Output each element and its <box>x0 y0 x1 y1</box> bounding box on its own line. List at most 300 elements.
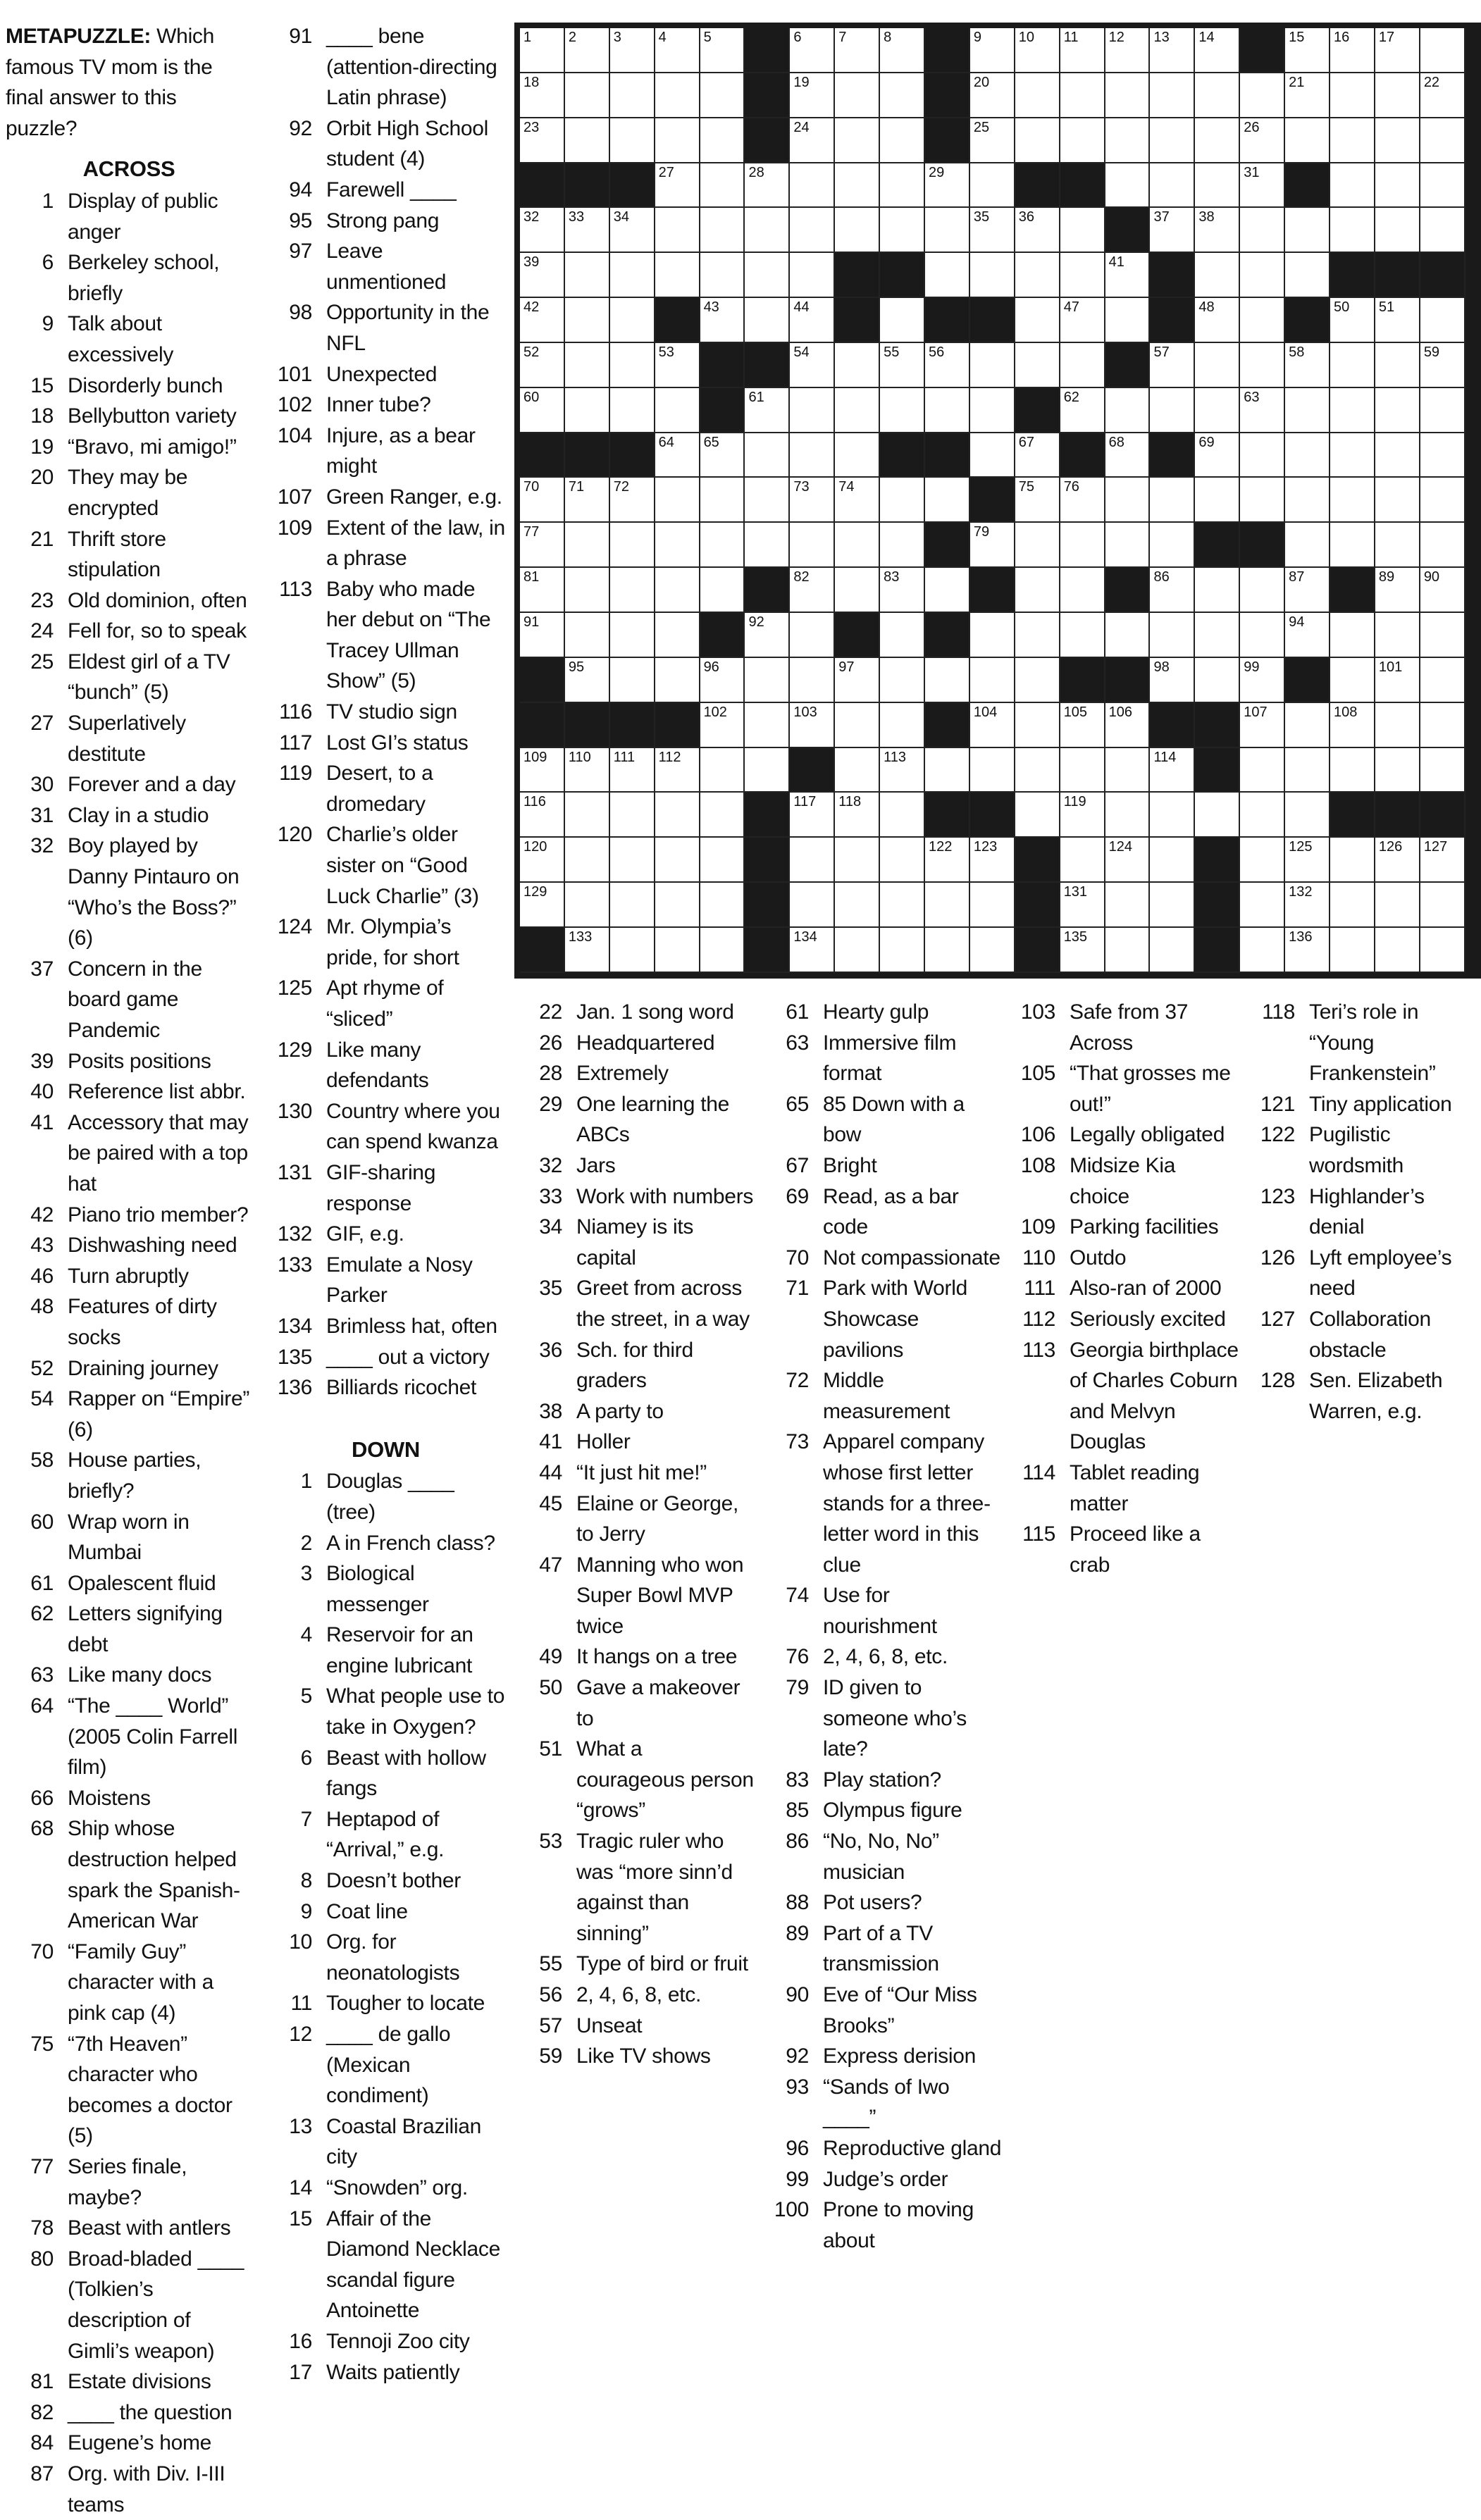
down-clue[interactable] <box>264 2357 507 2388</box>
grid-cell[interactable] <box>1060 523 1105 568</box>
grid-cell[interactable] <box>880 613 925 658</box>
grid-cell[interactable] <box>1285 118 1330 163</box>
grid-cell[interactable] <box>745 388 790 433</box>
grid-cell[interactable] <box>1240 883 1285 928</box>
grid-cell[interactable] <box>520 568 565 613</box>
down-clue[interactable] <box>761 1089 1004 1150</box>
grid-cell[interactable] <box>1375 568 1420 613</box>
grid-cell[interactable] <box>1060 838 1105 883</box>
grid-cell[interactable] <box>970 433 1015 478</box>
down-clue[interactable] <box>1008 1335 1240 1458</box>
grid-cell[interactable] <box>880 163 925 209</box>
down-clue[interactable] <box>514 1150 754 1181</box>
grid-cell[interactable] <box>970 118 1015 163</box>
grid-cell[interactable] <box>880 568 925 613</box>
grid-cell[interactable] <box>970 163 1015 209</box>
grid-cell[interactable] <box>1150 748 1195 793</box>
grid-cell[interactable] <box>1420 568 1465 613</box>
grid-cell[interactable] <box>1375 613 1420 658</box>
down-clue[interactable] <box>514 1734 754 1826</box>
grid-cell[interactable] <box>1195 388 1240 433</box>
grid-cell[interactable] <box>1105 613 1151 658</box>
down-clue[interactable] <box>761 997 1004 1028</box>
grid-cell[interactable] <box>835 388 880 433</box>
grid-cell[interactable] <box>880 883 925 928</box>
grid-cell[interactable] <box>1195 343 1240 388</box>
across-clue[interactable] <box>6 1445 252 1506</box>
grid-cell[interactable] <box>655 883 700 928</box>
grid-cell[interactable] <box>880 658 925 703</box>
grid-cell[interactable] <box>745 298 790 343</box>
down-clue[interactable] <box>514 2041 754 2072</box>
grid-cell[interactable] <box>835 748 880 793</box>
down-clue[interactable] <box>264 1620 507 1681</box>
down-clue[interactable] <box>264 1681 507 1742</box>
grid-cell[interactable] <box>655 118 700 163</box>
down-clue[interactable] <box>514 1181 754 1212</box>
across-clue[interactable] <box>264 390 507 421</box>
grid-cell[interactable] <box>700 73 745 118</box>
grid-cell[interactable] <box>1150 73 1195 118</box>
across-clue[interactable] <box>6 2152 252 2213</box>
across-clue[interactable] <box>6 1353 252 1384</box>
grid-cell[interactable] <box>1375 838 1420 883</box>
grid-cell[interactable] <box>1420 118 1465 163</box>
grid-cell[interactable] <box>1420 478 1465 523</box>
grid-cell[interactable] <box>520 883 565 928</box>
across-clue[interactable] <box>6 800 252 831</box>
grid-cell[interactable] <box>1195 163 1240 209</box>
down-clue[interactable] <box>1247 997 1480 1089</box>
down-clue[interactable] <box>264 2204 507 2326</box>
grid-cell[interactable] <box>880 478 925 523</box>
grid-cell[interactable] <box>1240 298 1285 343</box>
grid-cell[interactable] <box>1240 748 1285 793</box>
grid-cell[interactable] <box>1375 73 1420 118</box>
grid-cell[interactable] <box>925 208 970 253</box>
grid-cell[interactable] <box>1195 613 1240 658</box>
grid-cell[interactable] <box>1285 568 1330 613</box>
grid-cell[interactable] <box>565 343 610 388</box>
grid-cell[interactable] <box>565 883 610 928</box>
grid-cell[interactable] <box>925 343 970 388</box>
across-clue[interactable] <box>6 2029 252 2152</box>
down-clue[interactable] <box>1008 1119 1240 1150</box>
across-clue[interactable] <box>264 1096 507 1157</box>
grid-cell[interactable] <box>1240 118 1285 163</box>
grid-cell[interactable] <box>1195 478 1240 523</box>
grid-cell[interactable] <box>1105 253 1151 298</box>
grid-cell[interactable] <box>655 253 700 298</box>
grid-cell[interactable] <box>880 838 925 883</box>
grid-cell[interactable] <box>1150 793 1195 838</box>
grid-cell[interactable] <box>520 838 565 883</box>
grid-cell[interactable] <box>700 703 745 748</box>
across-clue[interactable] <box>6 371 252 402</box>
grid-cell[interactable] <box>1150 523 1195 568</box>
grid-cell[interactable] <box>700 658 745 703</box>
grid-cell[interactable] <box>655 73 700 118</box>
grid-cell[interactable] <box>1330 118 1375 163</box>
grid-cell[interactable] <box>970 658 1015 703</box>
grid-cell[interactable] <box>700 793 745 838</box>
grid-cell[interactable] <box>790 838 835 883</box>
grid-cell[interactable] <box>1285 73 1330 118</box>
grid-cell[interactable] <box>790 883 835 928</box>
grid-cell[interactable] <box>1150 658 1195 703</box>
grid-cell[interactable] <box>1150 928 1195 973</box>
grid-cell[interactable] <box>745 163 790 209</box>
grid-cell[interactable] <box>1330 883 1375 928</box>
grid-cell[interactable] <box>610 748 655 793</box>
grid-cell[interactable] <box>1330 523 1375 568</box>
down-clue[interactable] <box>761 2164 1004 2195</box>
grid-cell[interactable] <box>1240 568 1285 613</box>
down-clue[interactable] <box>514 2011 754 2042</box>
grid-cell[interactable] <box>745 703 790 748</box>
grid-cell[interactable] <box>1060 613 1105 658</box>
down-clue[interactable] <box>264 1804 507 1866</box>
across-clue[interactable] <box>6 1691 252 1783</box>
grid-cell[interactable] <box>1060 253 1105 298</box>
across-clue[interactable] <box>6 585 252 616</box>
across-clue[interactable] <box>6 2459 252 2520</box>
across-clue[interactable] <box>6 401 252 432</box>
down-clue[interactable] <box>761 2195 1004 2256</box>
grid-cell[interactable] <box>1105 118 1151 163</box>
grid-cell[interactable] <box>1195 253 1240 298</box>
down-clue[interactable] <box>761 1887 1004 1918</box>
grid-cell[interactable] <box>610 208 655 253</box>
down-clue[interactable] <box>761 2072 1004 2133</box>
grid-cell[interactable] <box>520 793 565 838</box>
grid-cell[interactable] <box>745 433 790 478</box>
grid-cell[interactable] <box>700 928 745 973</box>
grid-cell[interactable] <box>1105 298 1151 343</box>
across-clue[interactable] <box>6 309 252 370</box>
down-clue[interactable] <box>514 1949 754 1980</box>
grid-cell[interactable] <box>1285 478 1330 523</box>
grid-cell[interactable] <box>520 73 565 118</box>
grid-cell[interactable] <box>655 658 700 703</box>
grid-cell[interactable] <box>565 208 610 253</box>
down-clue[interactable] <box>264 1927 507 1988</box>
grid-cell[interactable] <box>1375 163 1420 209</box>
grid-cell[interactable] <box>1015 343 1060 388</box>
down-clue[interactable] <box>761 1150 1004 1181</box>
grid-cell[interactable] <box>1195 298 1240 343</box>
grid-cell[interactable] <box>1240 163 1285 209</box>
grid-cell[interactable] <box>1330 928 1375 973</box>
grid-cell[interactable] <box>880 343 925 388</box>
grid-cell[interactable] <box>520 253 565 298</box>
grid-cell[interactable] <box>1330 298 1375 343</box>
grid-cell[interactable] <box>835 703 880 748</box>
grid-cell[interactable] <box>610 478 655 523</box>
grid-cell[interactable] <box>1240 343 1285 388</box>
grid-cell[interactable] <box>1330 163 1375 209</box>
down-clue[interactable] <box>761 1765 1004 1796</box>
grid-cell[interactable] <box>565 928 610 973</box>
grid-cell[interactable] <box>1060 118 1105 163</box>
across-clue[interactable] <box>6 1599 252 1660</box>
down-clue[interactable] <box>1247 1243 1480 1304</box>
across-clue[interactable] <box>264 297 507 359</box>
grid-cell[interactable] <box>745 253 790 298</box>
grid-cell[interactable] <box>1060 748 1105 793</box>
grid-cell[interactable] <box>1240 793 1285 838</box>
grid-cell[interactable] <box>1375 703 1420 748</box>
across-clue[interactable] <box>264 758 507 819</box>
down-clue[interactable] <box>1008 1304 1240 1335</box>
grid-cell[interactable] <box>1015 28 1060 73</box>
grid-cell[interactable] <box>970 208 1015 253</box>
across-clue[interactable] <box>264 1342 507 1373</box>
grid-cell[interactable] <box>790 568 835 613</box>
grid-cell[interactable] <box>1375 478 1420 523</box>
grid-cell[interactable] <box>745 658 790 703</box>
grid-cell[interactable] <box>790 118 835 163</box>
grid-cell[interactable] <box>1375 343 1420 388</box>
grid-cell[interactable] <box>1015 433 1060 478</box>
down-clue[interactable] <box>514 1058 754 1089</box>
grid-cell[interactable] <box>925 928 970 973</box>
across-clue[interactable] <box>264 1311 507 1342</box>
grid-cell[interactable] <box>835 838 880 883</box>
grid-cell[interactable] <box>1420 343 1465 388</box>
down-clue[interactable] <box>264 1743 507 1804</box>
grid-cell[interactable] <box>700 253 745 298</box>
grid-cell[interactable] <box>610 838 655 883</box>
grid-cell[interactable] <box>925 253 970 298</box>
across-clue[interactable] <box>6 2428 252 2459</box>
across-clue[interactable] <box>264 1219 507 1250</box>
grid-cell[interactable] <box>835 478 880 523</box>
grid-cell[interactable] <box>1330 478 1375 523</box>
down-clue[interactable] <box>514 1672 754 1734</box>
across-clue[interactable] <box>264 513 507 574</box>
down-clue[interactable] <box>514 1273 754 1334</box>
grid-cell[interactable] <box>790 658 835 703</box>
grid-cell[interactable] <box>1105 523 1151 568</box>
grid-cell[interactable] <box>520 28 565 73</box>
across-clue[interactable] <box>6 1261 252 1292</box>
grid-cell[interactable] <box>1330 838 1375 883</box>
grid-cell[interactable] <box>700 433 745 478</box>
grid-cell[interactable] <box>1375 118 1420 163</box>
grid-cell[interactable] <box>1105 28 1151 73</box>
grid-cell[interactable] <box>790 28 835 73</box>
grid-cell[interactable] <box>1285 928 1330 973</box>
across-clue[interactable] <box>6 1230 252 1261</box>
across-clue[interactable] <box>264 21 507 113</box>
grid-cell[interactable] <box>655 163 700 209</box>
grid-cell[interactable] <box>880 928 925 973</box>
down-clue[interactable] <box>761 1365 1004 1427</box>
across-clue[interactable] <box>264 482 507 513</box>
grid-cell[interactable] <box>1060 388 1105 433</box>
down-clue[interactable] <box>761 2041 1004 2072</box>
grid-cell[interactable] <box>1375 433 1420 478</box>
across-clue[interactable] <box>264 697 507 728</box>
grid-cell[interactable] <box>1420 748 1465 793</box>
grid-cell[interactable] <box>970 703 1015 748</box>
grid-cell[interactable] <box>1150 118 1195 163</box>
across-clue[interactable] <box>6 2397 252 2428</box>
grid-cell[interactable] <box>1150 208 1195 253</box>
grid-cell[interactable] <box>835 73 880 118</box>
grid-cell[interactable] <box>1420 73 1465 118</box>
grid-cell[interactable] <box>1240 388 1285 433</box>
grid-cell[interactable] <box>1285 433 1330 478</box>
grid-cell[interactable] <box>1240 208 1285 253</box>
grid-cell[interactable] <box>880 298 925 343</box>
grid-cell[interactable] <box>1015 748 1060 793</box>
grid-cell[interactable] <box>1285 208 1330 253</box>
grid-cell[interactable] <box>565 748 610 793</box>
grid-cell[interactable] <box>1105 883 1151 928</box>
grid-cell[interactable] <box>610 343 655 388</box>
grid-cell[interactable] <box>970 388 1015 433</box>
grid-cell[interactable] <box>925 388 970 433</box>
grid-cell[interactable] <box>790 703 835 748</box>
down-clue[interactable] <box>514 1396 754 1427</box>
grid-cell[interactable] <box>1420 703 1465 748</box>
grid-cell[interactable] <box>520 208 565 253</box>
grid-cell[interactable] <box>565 28 610 73</box>
grid-cell[interactable] <box>565 523 610 568</box>
grid-cell[interactable] <box>1420 658 1465 703</box>
grid-cell[interactable] <box>1015 658 1060 703</box>
grid-cell[interactable] <box>655 523 700 568</box>
grid-cell[interactable] <box>1195 28 1240 73</box>
grid-cell[interactable] <box>1330 748 1375 793</box>
grid-cell[interactable] <box>1015 118 1060 163</box>
across-clue[interactable] <box>264 113 507 175</box>
grid-cell[interactable] <box>700 568 745 613</box>
grid-cell[interactable] <box>1330 703 1375 748</box>
grid-cell[interactable] <box>1150 613 1195 658</box>
across-clue[interactable] <box>264 1250 507 1311</box>
across-clue[interactable] <box>6 1107 252 1200</box>
grid-cell[interactable] <box>1375 28 1420 73</box>
grid-cell[interactable] <box>1015 478 1060 523</box>
grid-cell[interactable] <box>1195 208 1240 253</box>
across-clue[interactable] <box>264 728 507 759</box>
grid-cell[interactable] <box>880 28 925 73</box>
grid-cell[interactable] <box>655 928 700 973</box>
down-clue[interactable] <box>761 1641 1004 1672</box>
grid-cell[interactable] <box>1240 73 1285 118</box>
grid-cell[interactable] <box>610 523 655 568</box>
across-clue[interactable] <box>264 574 507 697</box>
grid-cell[interactable] <box>1285 838 1330 883</box>
grid-cell[interactable] <box>835 208 880 253</box>
grid-cell[interactable] <box>1105 73 1151 118</box>
down-clue[interactable] <box>264 2019 507 2111</box>
grid-cell[interactable] <box>655 478 700 523</box>
across-clue[interactable] <box>6 186 252 247</box>
down-clue[interactable] <box>514 1980 754 2011</box>
grid-cell[interactable] <box>880 793 925 838</box>
grid-cell[interactable] <box>1420 928 1465 973</box>
grid-cell[interactable] <box>835 28 880 73</box>
grid-cell[interactable] <box>565 388 610 433</box>
grid-cell[interactable] <box>520 388 565 433</box>
grid-cell[interactable] <box>1420 208 1465 253</box>
grid-cell[interactable] <box>1420 298 1465 343</box>
grid-cell[interactable] <box>880 73 925 118</box>
grid-cell[interactable] <box>655 208 700 253</box>
down-clue[interactable] <box>761 1181 1004 1243</box>
grid-cell[interactable] <box>1105 748 1151 793</box>
grid-cell[interactable] <box>610 793 655 838</box>
grid-cell[interactable] <box>1285 523 1330 568</box>
grid-cell[interactable] <box>790 298 835 343</box>
grid-cell[interactable] <box>835 343 880 388</box>
down-clue[interactable] <box>514 1458 754 1489</box>
grid-cell[interactable] <box>520 523 565 568</box>
across-clue[interactable] <box>264 912 507 973</box>
grid-cell[interactable] <box>1285 253 1330 298</box>
grid-cell[interactable] <box>1015 568 1060 613</box>
down-clue[interactable] <box>761 2133 1004 2164</box>
grid-cell[interactable] <box>565 793 610 838</box>
grid-cell[interactable] <box>745 208 790 253</box>
grid-cell[interactable] <box>1015 523 1060 568</box>
across-clue[interactable] <box>6 1507 252 1568</box>
grid-cell[interactable] <box>1060 883 1105 928</box>
grid-cell[interactable] <box>1330 613 1375 658</box>
grid-cell[interactable] <box>610 253 655 298</box>
grid-cell[interactable] <box>1150 28 1195 73</box>
grid-cell[interactable] <box>970 748 1015 793</box>
across-clue[interactable] <box>6 1783 252 1814</box>
across-clue[interactable] <box>264 1372 507 1403</box>
grid-cell[interactable] <box>1105 163 1151 209</box>
down-clue[interactable] <box>514 997 754 1028</box>
grid-cell[interactable] <box>1375 388 1420 433</box>
grid-cell[interactable] <box>1195 433 1240 478</box>
grid-cell[interactable] <box>790 793 835 838</box>
across-clue[interactable] <box>6 647 252 708</box>
grid-cell[interactable] <box>835 118 880 163</box>
grid-cell[interactable] <box>925 478 970 523</box>
grid-cell[interactable] <box>700 523 745 568</box>
grid-cell[interactable] <box>565 73 610 118</box>
down-clue[interactable] <box>514 1550 754 1642</box>
across-clue[interactable] <box>6 1937 252 2029</box>
grid-cell[interactable] <box>835 658 880 703</box>
grid-cell[interactable] <box>1060 28 1105 73</box>
grid-cell[interactable] <box>1105 838 1151 883</box>
across-clue[interactable] <box>6 1200 252 1231</box>
grid-cell[interactable] <box>835 433 880 478</box>
down-clue[interactable] <box>1008 1243 1240 1274</box>
grid-cell[interactable] <box>520 118 565 163</box>
grid-cell[interactable] <box>745 523 790 568</box>
down-clue[interactable] <box>761 1427 1004 1580</box>
down-clue[interactable] <box>1008 1150 1240 1212</box>
across-clue[interactable] <box>264 175 507 206</box>
grid-cell[interactable] <box>1240 838 1285 883</box>
down-clue[interactable] <box>264 1988 507 2019</box>
down-clue[interactable] <box>761 1273 1004 1365</box>
across-clue[interactable] <box>6 708 252 769</box>
grid-cell[interactable] <box>1375 658 1420 703</box>
down-clue[interactable] <box>264 1466 507 1527</box>
grid-cell[interactable] <box>970 253 1015 298</box>
